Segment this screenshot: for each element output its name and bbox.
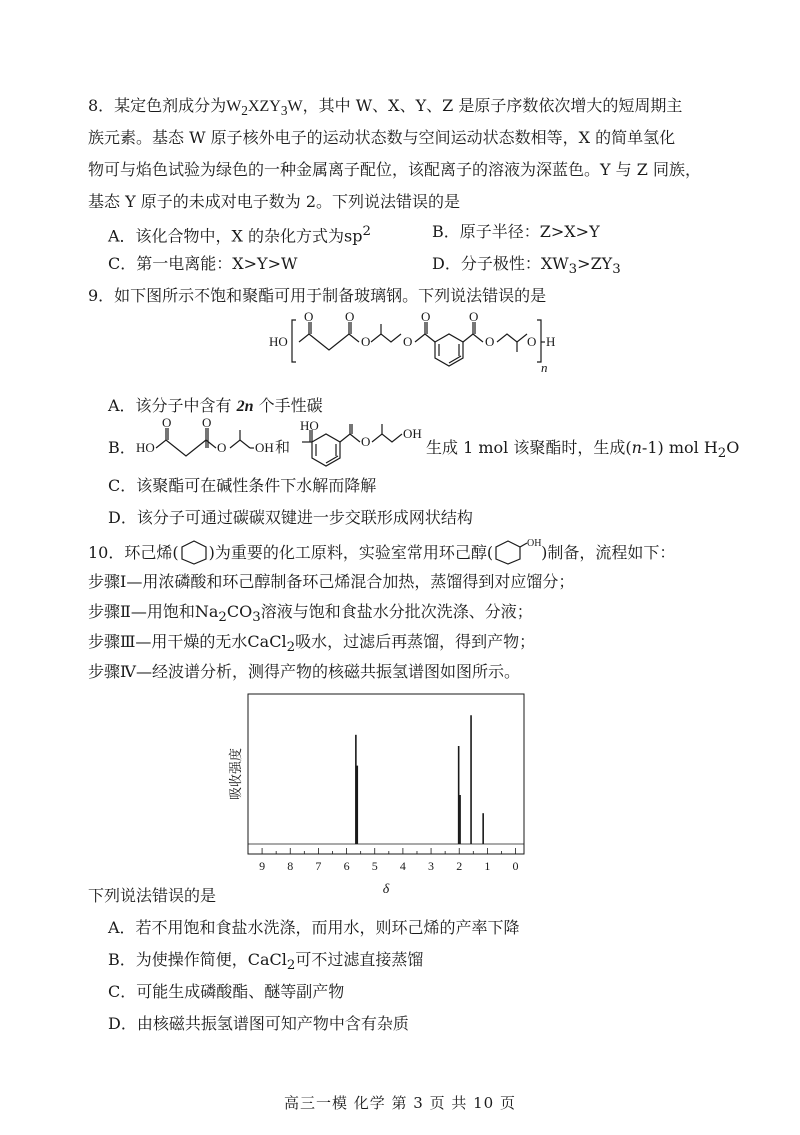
chart-peaks [356, 715, 483, 844]
svg-text:O: O [403, 334, 413, 349]
svg-text:O: O [421, 309, 431, 324]
q8-stem-line3: 物可与焰色试验为绿色的一种金属离子配位，该配离子的溶液为深蓝色。Y 与 Z 同族， [88, 160, 701, 179]
chart-y-axis-label: 吸收强度 [229, 747, 244, 801]
q10-option-a: A．若不用饱和食盐水洗涤，而用水，则环己烯的产率下降 [108, 918, 520, 937]
q8-option-d: D．分子极性：$XW_3>ZY_3$ [432, 254, 621, 278]
svg-text:O: O [304, 309, 314, 324]
q10-option-c: C．可能生成磷酸酯、醚等副产物 [108, 982, 345, 1001]
x-tick-label: 2 [456, 859, 463, 873]
x-tick-label: 4 [399, 859, 406, 873]
q9-option-c: C．该聚酯可在碱性条件下水解而降解 [108, 476, 377, 495]
svg-text:HO: HO [300, 418, 319, 433]
cyclohexanol-oh-label: OH [527, 538, 542, 549]
x-tick-label: 7 [315, 859, 322, 873]
q8-stem-line2: 族元素。基态 W 原子核外电子的运动状态数与空间运动状态数相等，X 的简单氢化 [88, 128, 676, 147]
q9-option-b-label: B． [108, 438, 136, 457]
q8-formula: $W_2XZY_3W$ [226, 98, 303, 119]
polyester-structure [265, 309, 556, 392]
q8-stem-prefix: 8．某定色剂成分为 [88, 96, 227, 115]
structure-n-label: n [541, 360, 548, 375]
q8-stem-line4: 基态 Y 原子的未成对电子数为 2。下列说法错误的是 [88, 192, 461, 211]
q9-option-a-suffix: 个手性碳 [253, 396, 323, 415]
structure-h-label: H [546, 334, 556, 349]
q10-after-chart: 下列说法错误的是 [88, 886, 217, 905]
option-b-ho-label: HO [136, 440, 155, 455]
svg-text:O: O [361, 334, 371, 349]
x-tick-label: 8 [287, 859, 294, 873]
q8-option-b: B．原子半径：Z>X>Y [432, 222, 600, 241]
chart-x-ticks [248, 844, 524, 873]
q9-option-a [108, 396, 323, 417]
svg-text:O: O [469, 309, 479, 324]
svg-text:O: O [202, 415, 212, 430]
structure-ho-label: HO [269, 334, 288, 349]
q10-step-2: 步骤Ⅱ—用饱和$Na_2CO_3$溶液与饱和食盐水分批次洗涤、分液； [88, 602, 533, 626]
svg-text:O: O [485, 334, 495, 349]
svg-text:O: O [527, 334, 537, 349]
q10-step-1: 步骤Ⅰ—用浓磷酸和环己醇制备环己烯混合加热，蒸馏得到对应馏分； [88, 572, 575, 591]
q10-stem-mid: )为重要的化工原料，实验室常用环己醇( [208, 543, 494, 562]
svg-text:O: O [162, 415, 172, 430]
q8-stem-suffix: ，其中 W、X、Y、Z 是原子序数依次增大的短周期主 [302, 96, 683, 115]
q10-stem [88, 540, 675, 564]
q10-option-b: B．为使操作简便，CaCl$_2$可不过滤直接蒸馏 [108, 950, 424, 974]
svg-text:O: O [217, 440, 227, 455]
option-b-oh2-label: OH [403, 426, 422, 441]
chart-x-axis-label: δ [382, 882, 390, 897]
option-b-and: 和 [275, 438, 291, 456]
nmr-spectrum-chart [226, 690, 536, 900]
svg-text:O: O [345, 309, 355, 324]
page-footer: 高三一模 化学 第 3 页 共 10 页 [283, 1094, 516, 1112]
x-tick-label: 5 [371, 859, 378, 873]
q10-stem-suffix: )制备，流程如下： [541, 543, 676, 562]
cyclohexanol-icon [493, 540, 541, 564]
x-tick-label: 1 [484, 859, 491, 873]
q10-stem-prefix: 10．环己烯( [88, 543, 179, 562]
q9-option-b-tail: 生成 1 mol 该聚酯时，生成(n-1) mol $H_2O$ [426, 438, 740, 462]
q10-step-3: 步骤Ⅲ—用干燥的无水CaCl$_2$吸水，过滤后再蒸馏，得到产物； [88, 632, 536, 656]
q8-stem-line1 [88, 96, 682, 121]
x-tick-label: 9 [259, 859, 266, 873]
q9-option-a-2n: 2n [236, 398, 254, 415]
q10-option-d: D．由核磁共振氢谱图可知产物中含有杂质 [108, 1014, 409, 1033]
q9-option-a-prefix: A．该分子中含有 [108, 396, 237, 415]
q9-stem: 9．如下图所示不饱和聚酯可用于制备玻璃钢。下列说法错误的是 [88, 286, 547, 305]
q9-option-d: D．该分子可通过碳碳双键进一步交联形成网状结构 [108, 508, 473, 527]
x-tick-label: 3 [428, 859, 435, 873]
q10-step-4: 步骤Ⅳ—经波谱分析，测得产物的核磁共振氢谱图如图所示。 [88, 662, 520, 681]
cyclohexene-icon [179, 540, 209, 564]
x-tick-label: 0 [512, 859, 519, 873]
q8-option-c: C．第一电离能：X>Y>W [108, 254, 298, 273]
x-tick-label: 6 [343, 859, 350, 873]
q8-option-a: A．该化合物中，X 的杂化方式为$sp^2$ [108, 224, 371, 246]
svg-text:O: O [361, 434, 371, 449]
option-b-oh-label: OH [255, 440, 274, 455]
maleic-acid-and-glycol-structure [132, 415, 422, 476]
